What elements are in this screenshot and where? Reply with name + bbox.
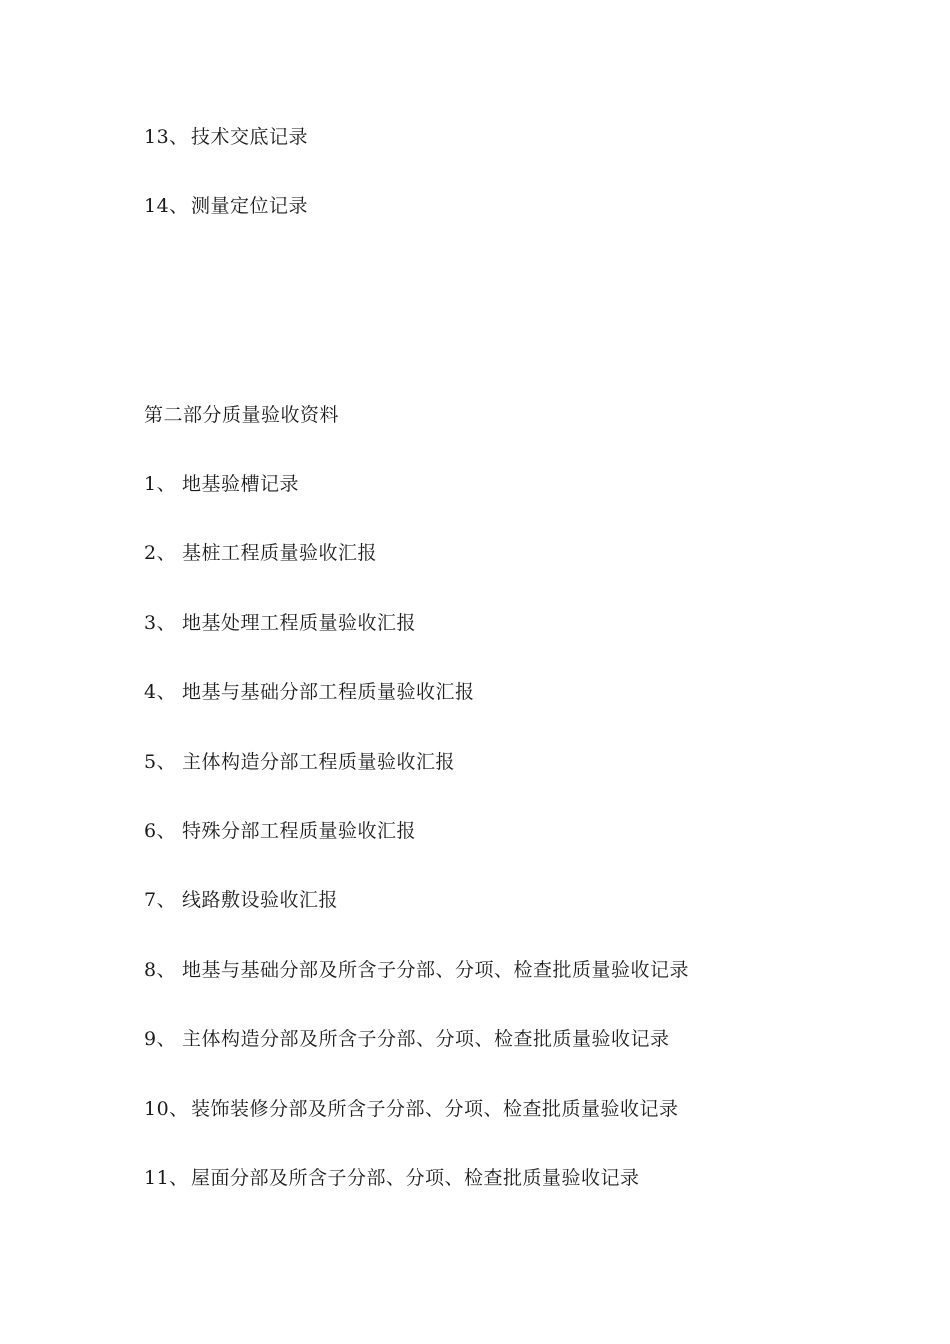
section-heading: 第二部分质量验收资料: [144, 404, 340, 426]
list-item: [144, 611, 416, 635]
list-item: [144, 888, 338, 912]
list-item: [144, 1166, 640, 1190]
item-text: 地基与基础分部工程质量验收汇报: [182, 681, 475, 703]
list-item: [144, 1027, 670, 1051]
list-item: [144, 958, 689, 982]
item-text: 屋面分部及所含子分部、分项、检查批质量验收记录: [191, 1167, 640, 1189]
item-text: 主体构造分部工程质量验收汇报: [182, 751, 456, 773]
item-number: 8、: [144, 959, 177, 981]
item-text: 地基验槽记录: [182, 473, 300, 495]
item-text: 地基与基础分部及所含子分部、分项、检查批质量验收记录: [182, 959, 690, 981]
item-number: 13、: [144, 126, 189, 148]
item-number: 6、: [144, 820, 177, 842]
list-item: [144, 472, 299, 496]
item-text: 特殊分部工程质量验收汇报: [182, 820, 417, 842]
item-number: 3、: [144, 612, 177, 634]
list-item: [144, 680, 475, 704]
item-text: 地基处理工程质量验收汇报: [182, 612, 417, 634]
list-item: [144, 541, 377, 565]
item-number: 10、: [144, 1098, 189, 1120]
item-text: 线路敷设验收汇报: [182, 889, 339, 911]
item-text: 技术交底记录: [191, 126, 309, 148]
list-item: [144, 819, 416, 843]
item-number: 2、: [144, 542, 177, 564]
item-text: 装饰装修分部及所含子分部、分项、检查批质量验收记录: [191, 1098, 679, 1120]
list-item: [144, 1097, 679, 1121]
item-number: 14、: [144, 195, 189, 217]
item-number: 4、: [144, 681, 177, 703]
item-number: 9、: [144, 1028, 177, 1050]
list-item: [144, 750, 455, 774]
item-number: 1、: [144, 473, 177, 495]
list-item: [144, 125, 308, 149]
item-text: 测量定位记录: [191, 195, 309, 217]
list-item: [144, 194, 308, 218]
item-number: 11、: [144, 1167, 189, 1189]
item-text: 基桩工程质量验收汇报: [182, 542, 378, 564]
item-text: 主体构造分部及所含子分部、分项、检查批质量验收记录: [182, 1028, 670, 1050]
item-number: 5、: [144, 751, 177, 773]
item-number: 7、: [144, 889, 177, 911]
